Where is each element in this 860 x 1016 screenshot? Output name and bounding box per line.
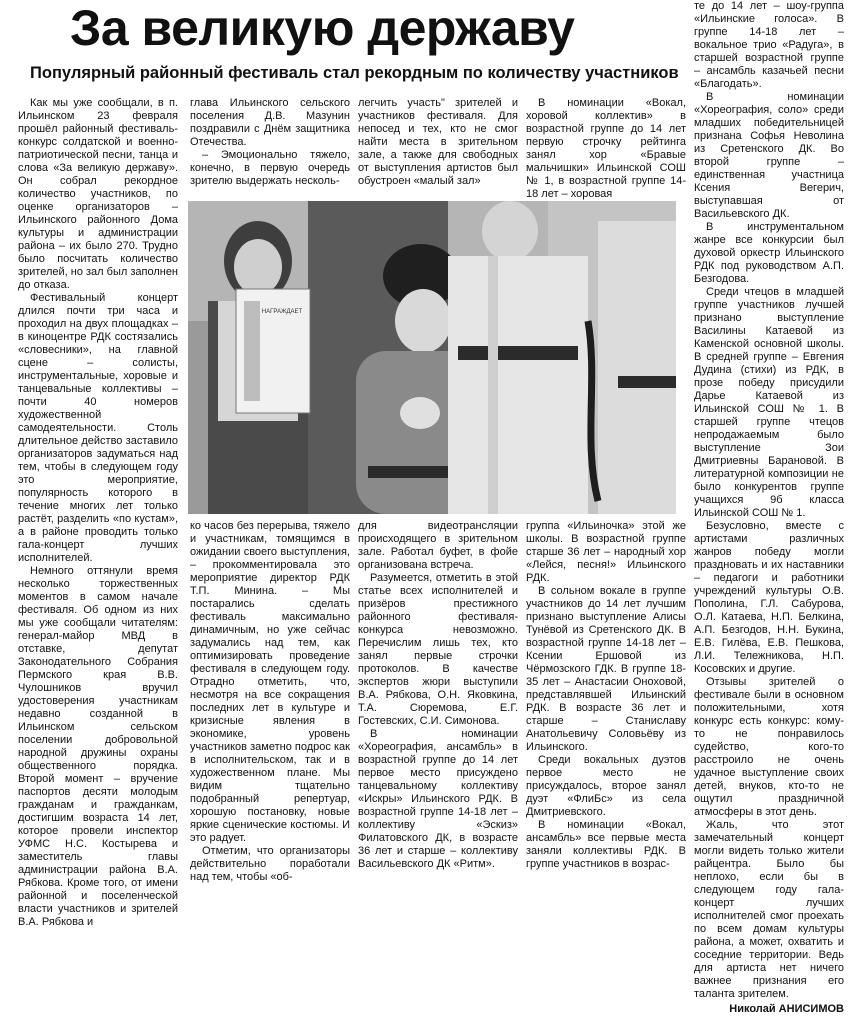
paragraph: ко часов без перерыва, тяжело и участникам, томящимся в ожидании своего выступления, – прокомментировала это мероприятие директор РДК Т.П. Минина. – Мы постарались сделать фестиваль максимально динамичным, но уже сейчас задумались над тем, как оптимизировать проведение фестиваля в следующем году. Отрадно отметить, что, несмотря на все сокращения последних лет в культуре и кризисные явления в экономике, уровень участников заметно подрос как в исполнительском, так и в художественном плане. Мы видим тщательно подобранный репертуар, хорошую постановку, новые яркие сценические костюмы. И это радует.	[190, 520, 350, 844]
paragraph: легчить участь" зрителей и участников фестиваля. Для непосед и тех, кто не смог найти места в зрительном зале, а также для свободных от выступления артистов был обустроен «малый зал»	[358, 97, 518, 187]
paragraph: В номинации «Хореография, соло» среди младших победительницей признана Софья Неволина из Сретенского ДК. Во второй группе – единственная участница Ксения Вегерич, выступавшая от Васильевского ДК.	[694, 91, 844, 220]
article-photo	[188, 201, 676, 514]
article-column-4-top	[526, 97, 686, 201]
paragraph: Фестивальный концерт длился почти три часа и проходил на двух площадках – в киноцентре РДК состязались «словесники», на главной сцене – солисты, инструментальные, хоровые и танцевальные коллективы – почти 40 номеров художественной самодеятельности. Столь длительное действо заставило организаторов задуматься над тем, чтобы в следующем году это мероприятие, популярность которого в течение многих лет только растёт, разделить «по кустам», а в районе проводить только гала-концерт лучших исполнителей.	[18, 292, 178, 564]
paragraph: для видеотрансляции происходящего в зрительном зале. Работал буфет, в фойе организована встреча.	[358, 520, 518, 571]
article-column-5	[694, 0, 844, 1015]
headline: За великую державу	[70, 0, 575, 56]
paragraph: Жаль, что этот замечательный концерт могли видеть только жители райцентра. Было бы неплохо, если бы в следующем году гала-концерт лучших исполнителей смог проехать по всем домам культуры района, а может, охватить и соседние территории. Ведь для артиста нет ничего важнее признания его таланта зрителем.	[694, 819, 844, 1000]
photo-illustration	[188, 201, 676, 514]
certificate-title: НАГРАЖДАЕТ	[261, 309, 303, 315]
article-column-2-bottom	[190, 520, 350, 883]
article-column-2-top	[190, 97, 350, 201]
author-byline: Николай АНИСИМОВ	[729, 1003, 844, 1015]
paragraph: Как мы уже сообщали, в п. Ильинском 23 февраля прошёл районный фестиваль-конкурс солдатской и военно-патриотической песни, танца и слова «За великую державу». Он собрал рекордное количество участников, по оценке организаторов – Ильинского районного Дома культуры и администрации района – их было 270. Трудно было посчитать количество зрителей, но зал был заполнен до отказа.	[18, 97, 179, 291]
paragraph: группа «Ильиночка» этой же школы. В возрастной группе старше 36 лет – народный хор «Лейся, песня!» Ильинского РДК.	[526, 520, 686, 584]
paragraph: глава Ильинского сельского поселения Д.В. Мазунин поздравили с Днём защитника Отечества.	[190, 97, 350, 148]
paragraph: В инструментальном жанре все конкурсии был духовой оркестр Ильинского РДК под руководством А.П. Безгодова.	[694, 221, 844, 285]
paragraph: те до 14 лет – шоу-группа «Ильинские голоса». В группе 14-18 лет – вокальное трио «Радуга», в старшей возрастной группе – ансамбль казачьей песни «Благодать».	[694, 0, 844, 90]
article-column-3-top	[358, 97, 518, 201]
paragraph: Среди чтецов в младшей группе участников лучшей признано выступление Василины Катаевой из Каменской основной школы. В средней группе – Евгения Дудина (стихи) из РДК, в прозе победу присудили Дарье Катаевой из Ильинской СОШ № 1. В старшей группе чтецов непродажаемым было выступление Зои Дмитриевны Барановой. В литературной композиции не было конкурентов группе учащихся 9б класса Ильинской СОШ № 1.	[694, 286, 844, 519]
article-column-3-bottom	[358, 520, 518, 870]
paragraph: Отзывы зрителей о фестивале были в основном положительными, хотя конкурс есть конкурс: кому-то не понравилось судейство, кого-то расстроило не очень удачное выступление своих детей, внуков, кто-то не ощутил праздничной атмосферы в этот день.	[694, 676, 844, 818]
paragraph: Среди вокальных дуэтов первое место не присуждалось, второе занял дуэт «ФлиБс» из села Дмитриевского.	[526, 754, 686, 818]
paragraph: В номинации «Вокал, ансамбль» все первые места заняли коллективы РДК. В группе участников в возрас-	[526, 819, 686, 870]
paragraph: В номинации «Вокал, хоровой коллектив» в возрастной группе до 14 лет первую строчку рейтинга занял хор «Бравые мальчишки» Ильинской СОШ № 1, в возрастной группе 14-18 лет – хоровая	[526, 97, 686, 200]
paragraph: Разумеется, отметить в этой статье всех исполнителей и призёров престижного районного фестиваля-конкурса невозможно. Перечислим лишь тех, кто занял первые строчки протоколов. В качестве экспертов жюри выступили В.А. Рябкова, О.Н. Яковкина, Т.А. Сюремова, Е.Г. Гостевских, С.И. Симонова.	[358, 572, 518, 727]
paragraph: В сольном вокале в группе участников до 14 лет лучшим признано выступление Алисы Тунёвой из Сретенского ДК. В возрастной группе 14-18 лет – Ксении Ершовой из Чёрмозского ГДК. В группе 18-35 лет – Анастасии Оноховой, представлявшей Ильинский РДК. В возрасте 36 лет и старше – Станиславу Анатольевичу Соловьёву из Ильинского.	[526, 585, 686, 753]
paragraph: – Эмоционально тяжело, конечно, в первую очередь зрителю выдержать несколь-	[190, 149, 350, 187]
paragraph: Безусловно, вместе с артистами различных жанров победу могли праздновать и их наставники – педагоги и работники учреждений культуры О.В. Пополина, Г.Л. Сабурова, О.Л. Катаева, Н.П. Белкина, А.П. Безгодов, Н.Н. Букина, Е.В. Гилёва, Е.В. Пешкова, Л.И. Тележникова, Н.П. Косовских и другие.	[694, 520, 844, 675]
article-column-1	[18, 97, 179, 928]
paragraph: В номинации «Хореография, ансамбль» в возрастной группе до 14 лет первое место присуждено танцевальному коллективу «Искры» Ильинского РДК. В возрастной группе 14-18 лет – коллективу «Эскиз» Филатовского ДК, в возрасте 36 лет и старше – коллективу Васильевского ДК «Ритм».	[358, 728, 518, 870]
article-column-4-bottom	[526, 520, 686, 870]
paragraph: Отметим, что организаторы действительно поработали над тем, чтобы «об-	[190, 845, 350, 883]
paragraph: Немного оттянули время несколько торжественных моментов в самом начале фестиваля. Об одном из них мы уже сообщали читателям: генерал-майор МВД в отставке, депутат Законодательного Собрания Пермского края В.В. Чулошников вручил удостоверения участникам недавно созданной в Ильинском сельском поселении добровольной народной дружины охраны общественного порядка. Второй момент – вручение паспортов десяти молодым гражданам и гражданкам, достигшим возраста 14 лет, которое провели инспектор УФМС Н.С. Костырева и заместитель главы администрации района В.А. Рябкова. Кроме того, от имени районной и поселенческой власти участников и зрителей В.А. Рябкова и	[18, 565, 178, 928]
subtitle: Популярный районный фестиваль стал рекордным по количеству участников	[30, 64, 679, 82]
